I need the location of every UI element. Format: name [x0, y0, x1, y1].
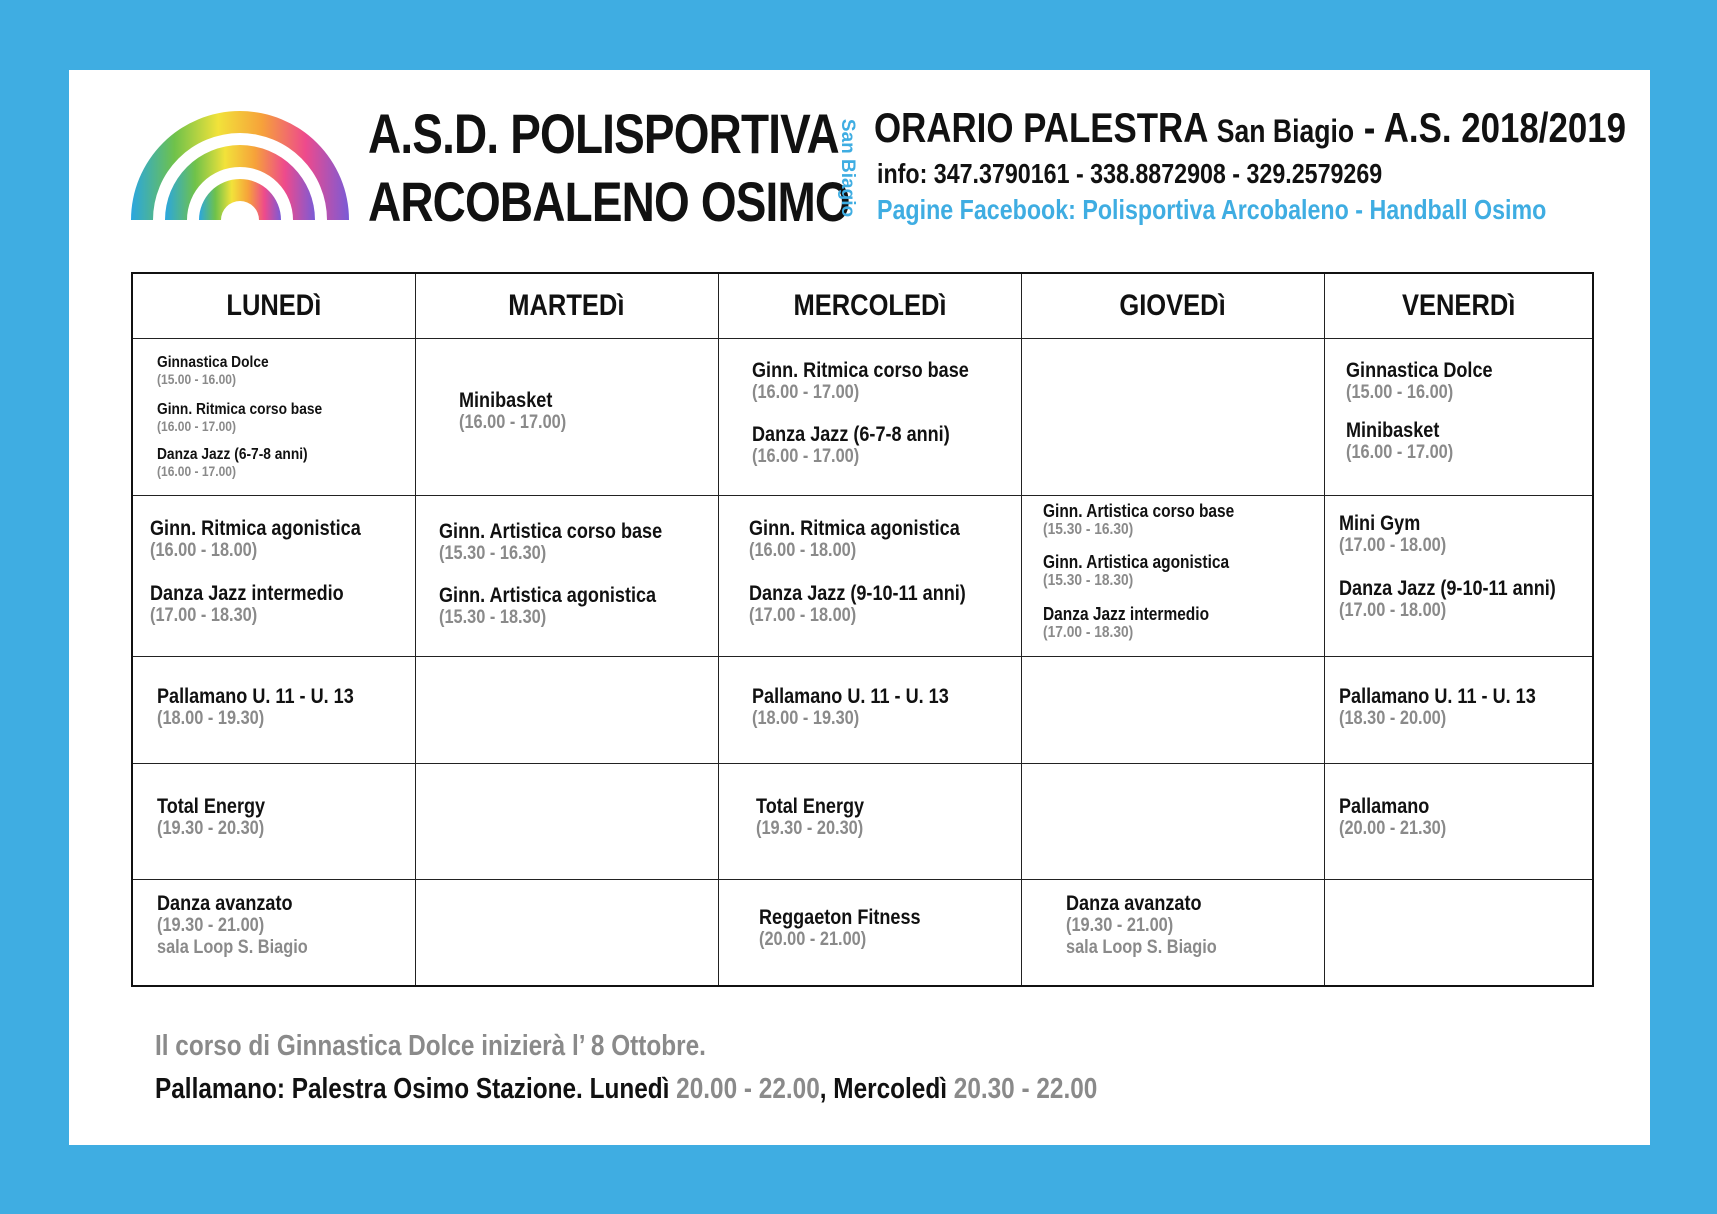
schedule-cell [132, 657, 415, 764]
schedule-cell [415, 764, 718, 880]
schedule-cell [415, 339, 718, 496]
schedule-cell [718, 657, 1021, 764]
schedule-cell [1324, 657, 1593, 764]
schedule-title: ORARIO PALESTRA San Biagio - A.S. 2018/2019 [874, 104, 1627, 151]
schedule-cell [415, 496, 718, 657]
activity-entry: Danza avanzato (19.30 - 21.00) sala Loop S. Biagio [157, 892, 308, 958]
activity-entry: Ginnastica Dolce (15.00 - 16.00) [1345, 359, 1493, 403]
rainbow-logo [129, 100, 351, 222]
schedule-cell [718, 880, 1021, 986]
schedule-cell [132, 880, 415, 986]
activity-entry: Ginn. Ritmica corso base (16.00 - 17.00) [751, 359, 969, 403]
activity-entry: Danza Jazz (6-7-8 anni) (16.00 - 17.00) [157, 446, 308, 479]
activity-entry: Ginn. Ritmica agonistica (16.00 - 18.00) [748, 517, 960, 561]
activity-entry: Danza Jazz intermedio (17.00 - 18.30) [1042, 604, 1209, 641]
schedule-cell [1324, 496, 1593, 657]
activity-entry: Ginn. Ritmica corso base (16.00 - 17.00) [157, 401, 323, 434]
activity-entry: Ginn. Artistica agonistica (15.30 - 18.30) [1042, 552, 1229, 589]
activity-entry: Ginn. Ritmica agonistica (16.00 - 18.00) [150, 517, 361, 561]
schedule-cell [132, 339, 415, 496]
schedule-cell [1324, 880, 1593, 986]
schedule-cell [1021, 339, 1324, 496]
activity-entry: Ginnastica Dolce (15.00 - 16.00) [157, 354, 269, 387]
activity-entry: Total Energy (19.30 - 20.30) [755, 795, 864, 839]
org-line-2: ARCOBALENO OSIMO [368, 170, 850, 233]
schedule-cell [718, 496, 1021, 657]
schedule-row [132, 880, 1593, 986]
schedule-row [132, 657, 1593, 764]
activity-entry: Danza Jazz intermedio (17.00 - 18.30) [150, 582, 344, 626]
schedule-cell [718, 339, 1021, 496]
activity-entry: Ginn. Artistica corso base (15.30 - 16.30) [1042, 501, 1234, 538]
day-header-monday: LUNEDì [132, 273, 415, 339]
schedule-row [132, 339, 1593, 496]
schedule-cell [1324, 339, 1593, 496]
schedule-cell [718, 764, 1021, 880]
activity-entry: Pallamano U. 11 - U. 13 (18.00 - 19.30) [157, 685, 354, 729]
activity-entry: Pallamano (20.00 - 21.30) [1338, 795, 1446, 839]
organization-name [368, 100, 850, 236]
activity-entry: Minibasket (16.00 - 17.00) [1345, 419, 1453, 463]
schedule-cell [1021, 657, 1324, 764]
org-line-1: A.S.D. POLISPORTIVA [368, 102, 839, 165]
activity-entry: Pallamano U. 11 - U. 13 (18.00 - 19.30) [751, 685, 949, 729]
day-header-thursday: GIOVEDì [1021, 273, 1324, 339]
schedule-cell [415, 657, 718, 764]
footer-note-ginnastica: Il corso di Ginnastica Dolce inizierà l’ 8 Ottobre. [155, 1030, 706, 1062]
day-header-friday: VENERDì [1324, 273, 1593, 339]
schedule-cell [415, 880, 718, 986]
activity-entry: Pallamano U. 11 - U. 13 (18.30 - 20.00) [1338, 685, 1536, 729]
day-header-wednesday: MERCOLEDì [718, 273, 1021, 339]
schedule-row [132, 764, 1593, 880]
activity-entry: Danza avanzato (19.30 - 21.00) sala Loop S. Biagio [1065, 892, 1217, 958]
activity-entry: Danza Jazz (9-10-11 anni) (17.00 - 18.00) [1338, 577, 1556, 621]
contact-phones: info: 347.3790161 - 338.8872908 - 329.2579269 [877, 158, 1383, 189]
activity-entry: Danza Jazz (9-10-11 anni) (17.00 - 18.00) [748, 582, 966, 626]
facebook-pages: Pagine Facebook: Polisportiva Arcobaleno - Handball Osimo [877, 194, 1547, 225]
footer-note-pallamano: Pallamano: Palestra Osimo Stazione. Lunedì 20.00 - 22.00, Mercoledì 20.30 - 22.00 [155, 1073, 1098, 1105]
schedule-sheet [69, 70, 1650, 1145]
activity-entry: Ginn. Artistica corso base (15.30 - 16.30) [438, 520, 662, 564]
schedule-cell [1021, 880, 1324, 986]
weekly-schedule-table [131, 272, 1594, 987]
activity-entry: Reggaeton Fitness (20.00 - 21.00) [758, 906, 921, 950]
header-info [874, 103, 1717, 228]
activity-entry: Total Energy (19.30 - 20.30) [157, 795, 266, 839]
schedule-cell [1021, 496, 1324, 657]
day-header-tuesday: MARTEDì [415, 273, 718, 339]
activity-entry: Ginn. Artistica agonistica (15.30 - 18.30) [438, 584, 656, 628]
schedule-cell [1324, 764, 1593, 880]
schedule-cell [132, 764, 415, 880]
activity-entry: Minibasket (16.00 - 17.00) [458, 389, 566, 433]
schedule-cell [132, 496, 415, 657]
schedule-cell [1021, 764, 1324, 880]
vertical-location: San Biagio [837, 118, 858, 218]
schedule-row [132, 496, 1593, 657]
activity-entry: Danza Jazz (6-7-8 anni) (16.00 - 17.00) [751, 423, 950, 467]
activity-entry: Mini Gym (17.00 - 18.00) [1338, 512, 1446, 556]
